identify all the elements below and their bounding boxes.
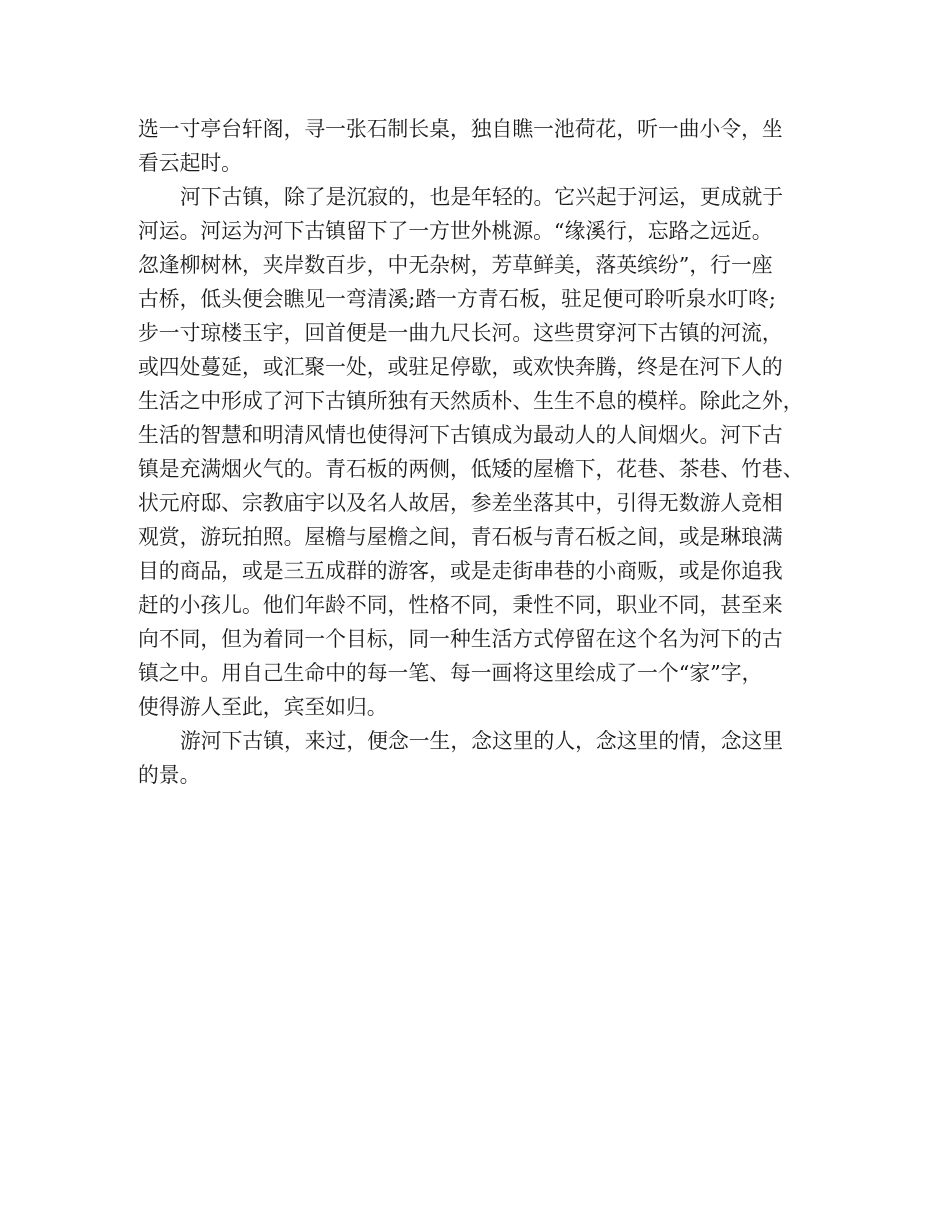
text-line: 游河下古镇，来过，便念一生，念这里的人，念这里的情，念这里	[180, 729, 784, 753]
text-line: 使得游人至此，宾至如归。	[138, 695, 388, 719]
text-line: 的景。	[138, 763, 201, 787]
text-line: 忽逢柳树林，夹岸数百步，中无杂树，芳草鲜美，落英缤纷”，行一座	[138, 253, 773, 277]
document-body	[138, 112, 818, 792]
text-line: 步一寸琼楼玉宇，回首便是一曲九尺长河。这些贯穿河下古镇的河流，	[138, 321, 783, 345]
text-line: 看云起时。	[138, 151, 242, 175]
text-line: 赶的小孩儿。他们年龄不同，性格不同，秉性不同，职业不同，甚至来	[138, 593, 783, 617]
text-line: 生活之中形成了河下古镇所独有天然质朴、生生不息的模样。除此之外，	[138, 389, 804, 413]
text-line: 镇之中。用自己生命中的每一笔、每一画将这里绘成了一个“家”字，	[138, 661, 763, 685]
text-line: 镇是充满烟火气的。青石板的两侧，低矮的屋檐下，花巷、茶巷、竹巷、	[138, 457, 804, 481]
text-line: 河运。河运为河下古镇留下了一方世外桃源。“缘溪行，忘路之远近。	[138, 219, 773, 243]
text-line: 观赏，游玩拍照。屋檐与屋檐之间，青石板与青石板之间，或是琳琅满	[138, 525, 783, 549]
text-line: 或四处蔓延，或汇聚一处，或驻足停歇，或欢快奔腾，终是在河下人的	[138, 355, 783, 379]
text-line: 状元府邸、宗教庙宇以及名人故居，参差坐落其中，引得无数游人竞相	[138, 491, 783, 515]
text-line: 目的商品，或是三五成群的游客，或是走街串巷的小商贩，或是你追我	[138, 559, 783, 583]
text-line: 古桥，低头便会瞧见一弯清溪;踏一方青石板，驻足便可聆听泉水叮咚;	[138, 287, 776, 311]
paragraph-3	[138, 724, 818, 792]
text-line: 选一寸亭台轩阁，寻一张石制长桌，独自瞧一池荷花，听一曲小令，坐	[138, 117, 783, 141]
text-line: 向不同，但为着同一个目标，同一种生活方式停留在这个名为河下的古	[138, 627, 783, 651]
text-line: 生活的智慧和明清风情也使得河下古镇成为最动人的人间烟火。河下古	[138, 423, 783, 447]
paragraph-1	[138, 112, 818, 180]
text-line: 河下古镇，除了是沉寂的，也是年轻的。它兴起于河运，更成就于	[180, 185, 784, 209]
paragraph-2	[138, 180, 818, 724]
